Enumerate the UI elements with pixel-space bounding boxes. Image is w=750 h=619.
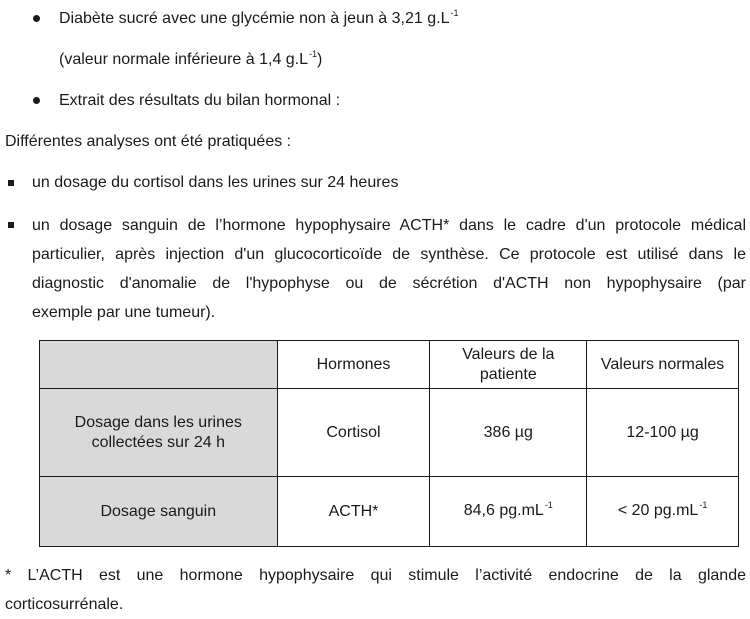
acth-line: un dosage sanguin de l’hormone hypophysaire ACTH* dans le cadre d'un protocole médical bbox=[32, 217, 746, 234]
analysis-item-cortisol: un dosage du cortisol dans les urines sur 24 heures bbox=[32, 174, 399, 191]
table-row bbox=[40, 389, 739, 477]
cell-patient-cortisol: 386 µg bbox=[430, 389, 587, 477]
bullet-glycemia bbox=[59, 9, 459, 30]
patient-acth-value: 84,6 pg.mL bbox=[463, 502, 544, 519]
bullet-dot-icon bbox=[33, 15, 40, 22]
header-line: Valeurs de la bbox=[462, 345, 555, 363]
row-label-urine bbox=[40, 389, 278, 477]
cell-patient-acth bbox=[430, 477, 587, 547]
glycemia-text: Diabète sucré avec une glycémie non à jeun à 3,21 g.L bbox=[59, 10, 450, 27]
square-bullet-icon bbox=[8, 180, 14, 186]
acth-line: exemple par une tumeur). bbox=[32, 304, 216, 321]
cell-normal-cortisol: 12-100 µg bbox=[587, 389, 739, 477]
table-header-patient-values bbox=[430, 341, 587, 389]
footnote-line: * L’ACTH est une hormone hypophysaire qui stimule l’activité endocrine de la glande bbox=[5, 567, 746, 584]
square-bullet-icon bbox=[8, 222, 14, 228]
table-header-hormones: Hormones bbox=[277, 341, 430, 389]
acth-line: diagnostic d'anomalie de l'hypophyse ou de sécrétion d'ACTH non hypophysaire (par bbox=[32, 275, 746, 292]
normal-value-text: (valeur normale inférieure à 1,4 g.L bbox=[59, 51, 309, 68]
glycemia-unit-exponent: -1 bbox=[450, 8, 459, 18]
normal-value-suffix: ) bbox=[317, 51, 323, 68]
normal-value-exponent: -1 bbox=[309, 49, 318, 59]
table-header-empty bbox=[40, 341, 278, 389]
hormonal-results-text: Extrait des résultats du bilan hormonal : bbox=[59, 92, 341, 109]
table-header-row bbox=[40, 341, 739, 389]
analyses-intro: Différentes analyses ont été pratiquées : bbox=[5, 133, 292, 150]
table-row bbox=[40, 477, 739, 547]
analysis-item-acth bbox=[32, 211, 746, 327]
footnote-line: corticosurrénale. bbox=[5, 596, 124, 613]
bullet-dot-icon bbox=[33, 97, 40, 104]
row-label-line: collectées sur 24 h bbox=[91, 433, 225, 451]
normal-acth-value: < 20 pg.mL bbox=[617, 502, 699, 519]
row-label-line: Dosage dans les urines bbox=[74, 413, 242, 431]
acth-line: particulier, après injection d'un glucocorticoïde de synthèse. Ce protocole est utilisé dans le bbox=[32, 246, 746, 263]
normal-value-note bbox=[59, 50, 322, 71]
patient-acth-exponent: -1 bbox=[544, 500, 553, 510]
row-label-blood: Dosage sanguin bbox=[40, 477, 278, 547]
bullet-hormonal-results bbox=[59, 91, 340, 111]
footnote-acth bbox=[5, 561, 746, 619]
header-line: patiente bbox=[479, 365, 537, 383]
cell-hormone-cortisol: Cortisol bbox=[277, 389, 430, 477]
table-header-normal-values: Valeurs normales bbox=[587, 341, 739, 389]
hormonal-results-table bbox=[39, 340, 739, 547]
cell-hormone-acth: ACTH* bbox=[277, 477, 430, 547]
normal-acth-exponent: -1 bbox=[699, 500, 708, 510]
cell-normal-acth bbox=[587, 477, 739, 547]
